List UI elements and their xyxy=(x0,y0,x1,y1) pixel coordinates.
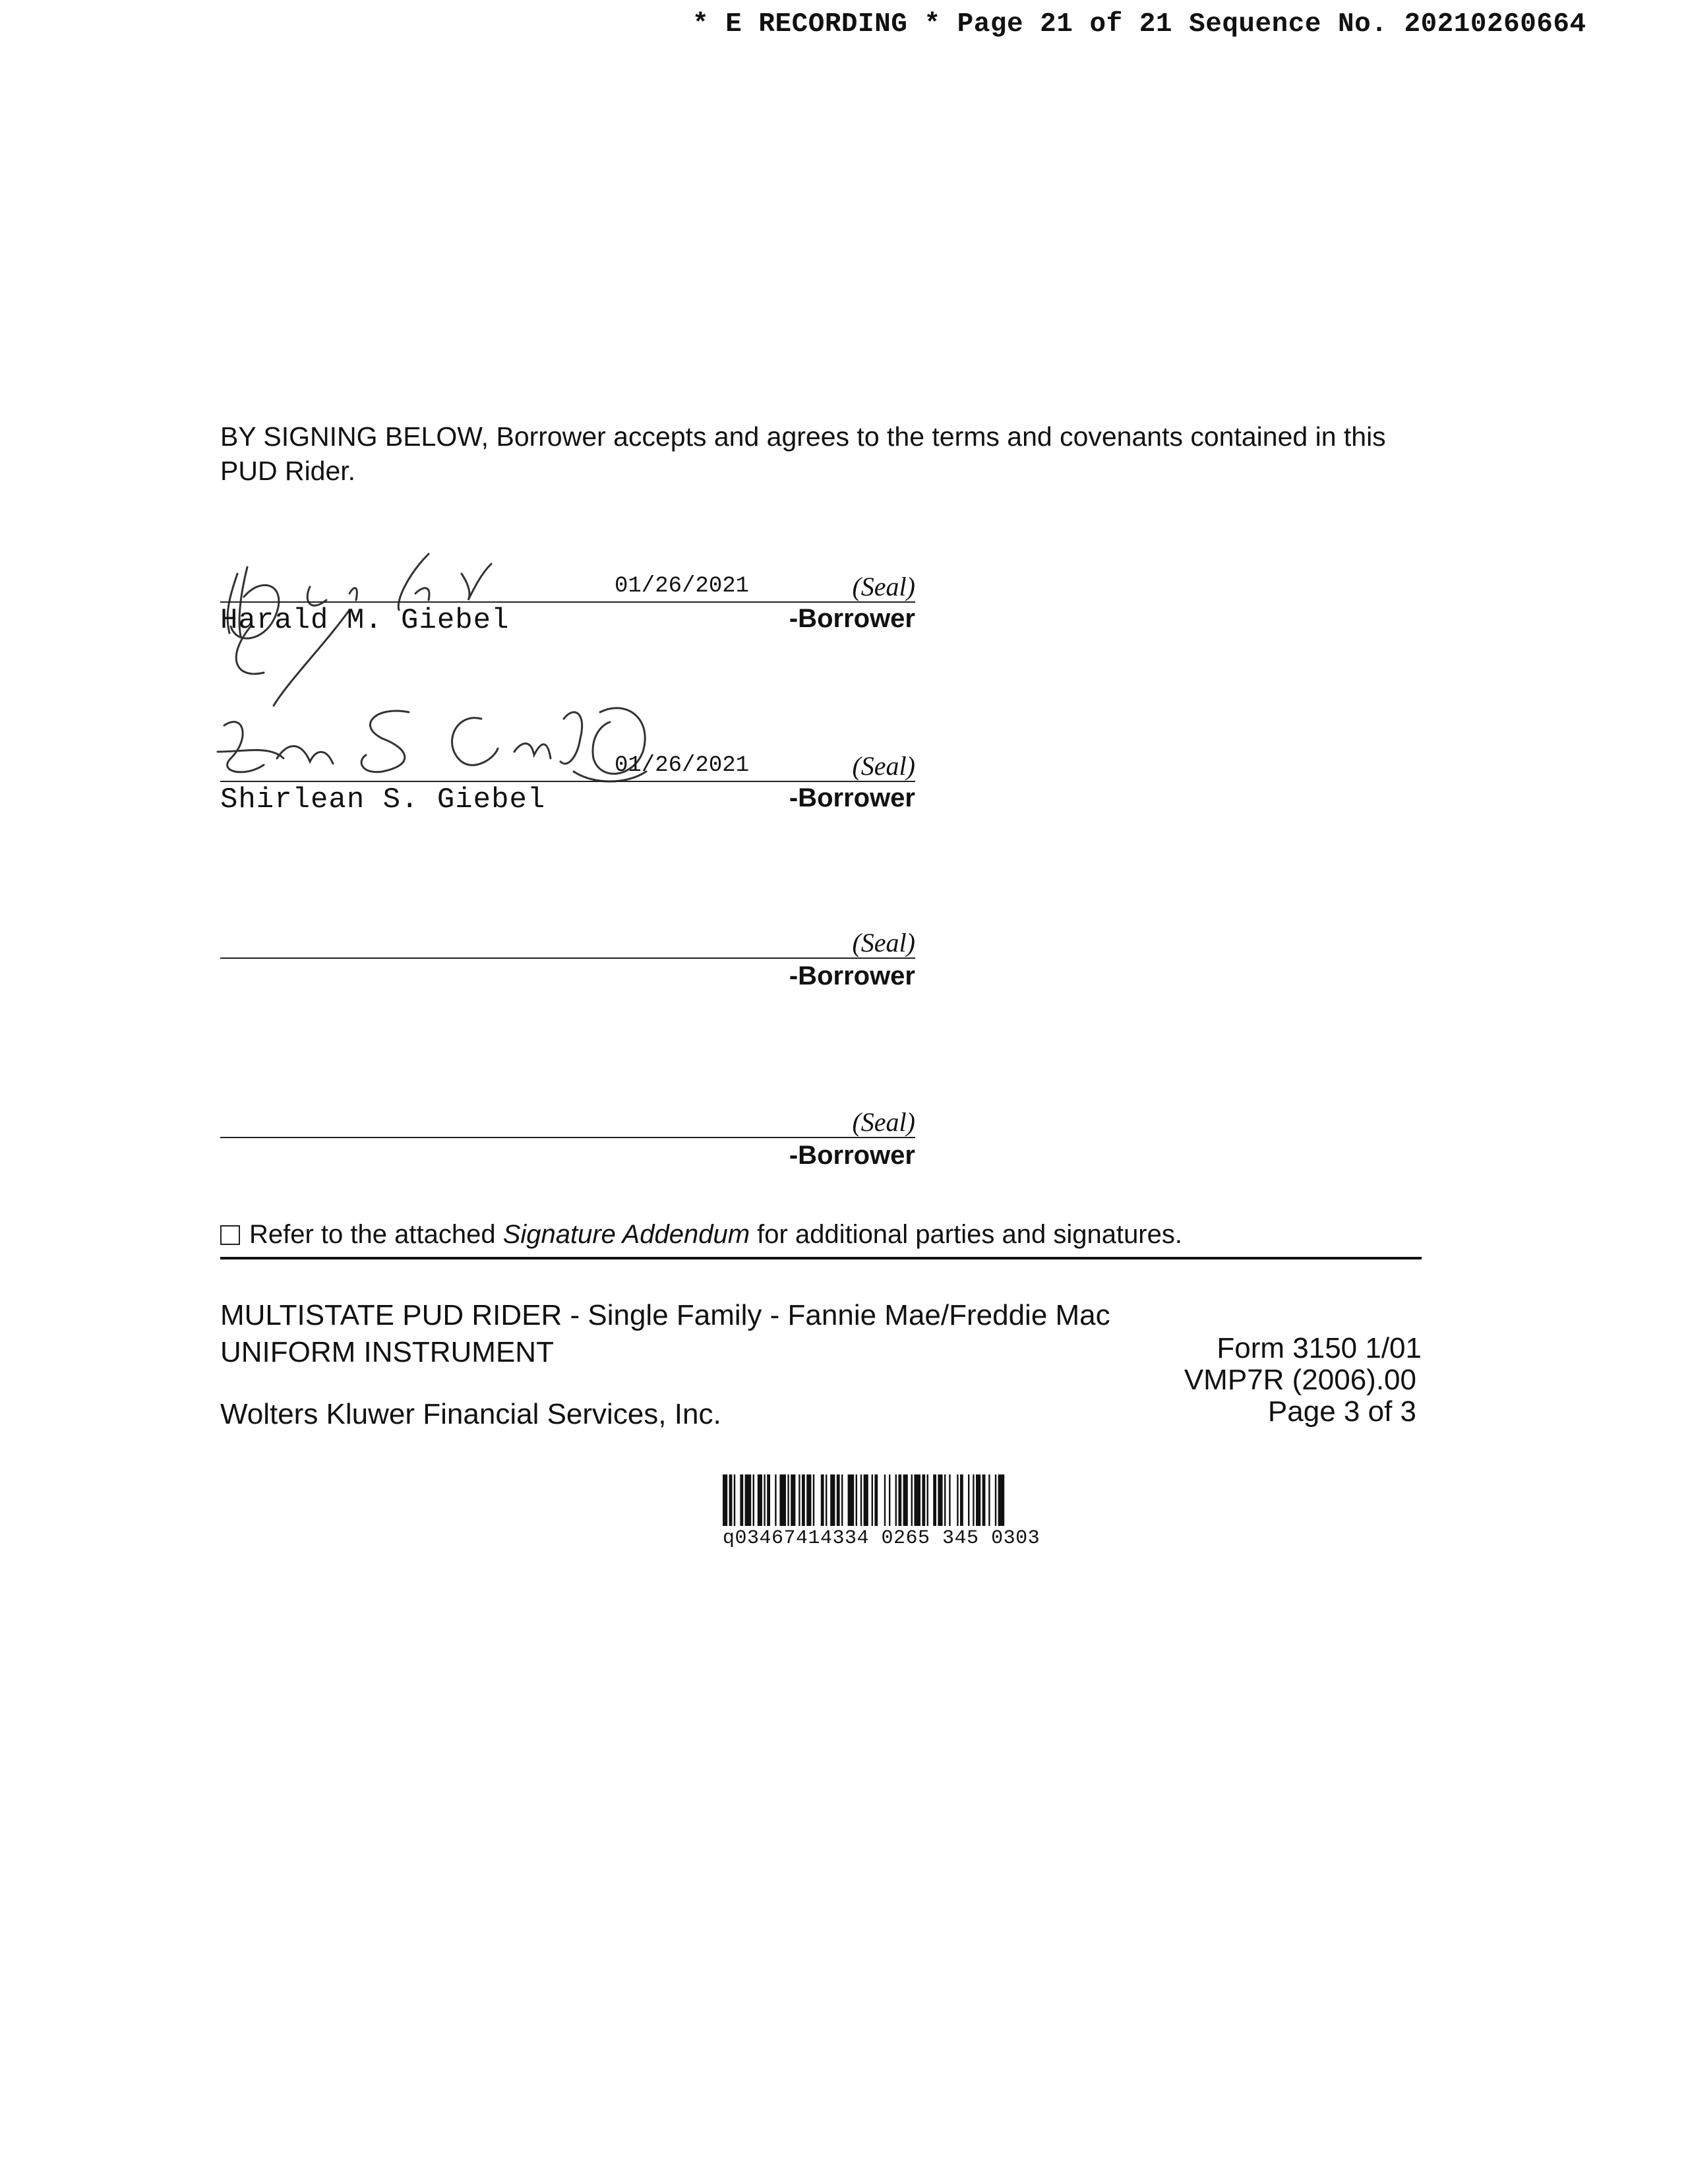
form-title-line-2: UNIFORM INSTRUMENT xyxy=(220,1336,554,1368)
seal-label: (Seal) xyxy=(852,572,915,601)
seal-label: (Seal) xyxy=(852,928,915,957)
borrower-name: Harald M. Giebel xyxy=(220,604,510,637)
signature-date: 01/26/2021 xyxy=(615,574,750,599)
form-number: Form 3150 1/01 xyxy=(1217,1332,1422,1364)
signature-line xyxy=(220,1137,915,1138)
borrower-role-label: -Borrower xyxy=(789,961,915,990)
signature-date: 01/26/2021 xyxy=(615,753,750,778)
borrower-role-label: -Borrower xyxy=(789,1141,915,1170)
form-title-line-1: MULTISTATE PUD RIDER - Single Family - Fannie Mae/Freddie Mac xyxy=(220,1299,1110,1331)
signature-line xyxy=(220,957,915,959)
page-number: Page 3 of 3 xyxy=(1267,1395,1416,1428)
seal-label: (Seal) xyxy=(852,1107,915,1137)
seal-label: (Seal) xyxy=(852,751,915,781)
addendum-prefix: Refer to the attached xyxy=(249,1220,503,1249)
borrower-role-label: -Borrower xyxy=(789,604,915,633)
signature-line xyxy=(220,601,915,603)
recording-header: * E RECORDING * Page 21 of 21 Sequence No. 20210260664 xyxy=(692,9,1586,40)
addendum-suffix: for additional parties and signatures. xyxy=(750,1220,1182,1249)
publisher-name: Wolters Kluwer Financial Services, Inc. xyxy=(220,1398,721,1430)
footer-divider xyxy=(220,1257,1422,1259)
addendum-emphasis: Signature Addendum xyxy=(502,1220,750,1249)
barcode xyxy=(723,1474,1197,1527)
signing-statement: BY SIGNING BELOW, Borrower accepts and agrees to the terms and covenants contained in this PUD Rider. xyxy=(220,421,1386,486)
borrower-role-label: -Borrower xyxy=(789,783,915,812)
signature-line xyxy=(220,781,915,782)
barcode-number: q03467414334 0265 345 0303 xyxy=(723,1527,1040,1550)
vmp-code: VMP7R (2006).00 xyxy=(1184,1364,1416,1396)
signature-addendum-checkbox[interactable] xyxy=(220,1225,240,1245)
signature-addendum-note xyxy=(220,1220,1182,1250)
borrower-name: Shirlean S. Giebel xyxy=(220,783,546,816)
